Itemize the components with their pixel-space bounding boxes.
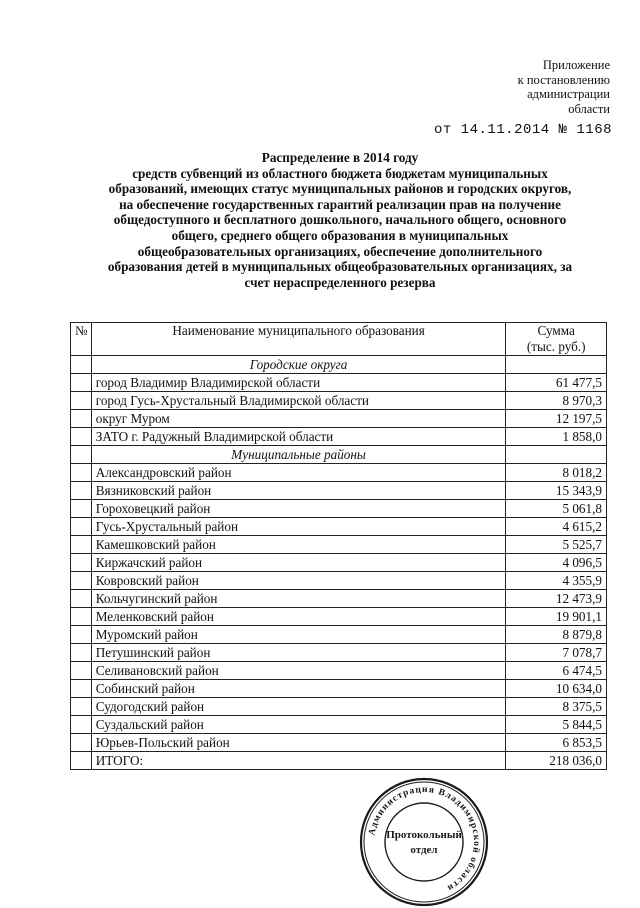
seal-outer-ring [361, 779, 487, 905]
row-sum: 8 970,3 [506, 392, 607, 410]
row-num-cell [71, 644, 92, 662]
row-name: Ковровский район [91, 572, 506, 590]
table-row [71, 500, 607, 518]
row-num-cell [71, 410, 92, 428]
seal-center-line: отдел [410, 844, 438, 856]
row-name: ЗАТО г. Радужный Владимирской области [91, 428, 506, 446]
row-num-cell [71, 392, 92, 410]
total-row [71, 752, 607, 770]
total-label: ИТОГО: [91, 752, 506, 770]
row-name: город Владимир Владимирской области [91, 374, 506, 392]
row-num-cell [71, 518, 92, 536]
appendix-line: к постановлению [517, 72, 610, 87]
row-num-cell [71, 428, 92, 446]
row-name: Меленковский район [91, 608, 506, 626]
section-num-cell [71, 446, 92, 464]
appendix-line: администрации [527, 87, 610, 101]
row-num-cell [71, 734, 92, 752]
row-sum: 4 096,5 [506, 554, 607, 572]
row-sum: 12 197,5 [506, 410, 607, 428]
title-line: общеобразовательных организациях, обеспечение дополнительного [137, 243, 543, 259]
row-name: округ Муром [91, 410, 506, 428]
row-name: Вязниковский район [91, 482, 506, 500]
row-name: Гороховецкий район [91, 500, 506, 518]
header-name: Наименование муниципального образования [91, 323, 506, 356]
table-row [71, 734, 607, 752]
row-sum: 19 901,1 [506, 608, 607, 626]
title-line: образований, имеющих статус муниципальных районов и городских округов, [108, 181, 572, 197]
total-sum: 218 036,0 [506, 752, 607, 770]
distribution-table [70, 322, 607, 770]
table-header-row [71, 323, 607, 356]
section-num-cell [71, 356, 92, 374]
row-num-cell [71, 500, 92, 518]
title-line: счет нераспределенного резерва [244, 274, 436, 290]
table-row [71, 590, 607, 608]
title-line: общего, среднего общего образования в муниципальных [171, 227, 509, 243]
table-row [71, 428, 607, 446]
section-urban-label: Городские округа [91, 356, 506, 374]
header-sum-line: (тыс. руб.) [526, 339, 586, 354]
table-row [71, 410, 607, 428]
seal-center-line: Протокольный [386, 829, 462, 841]
row-num-cell [71, 572, 92, 590]
row-num-cell [71, 482, 92, 500]
table-row [71, 662, 607, 680]
title-line: на обеспечение государственных гарантий реализации прав на получение [119, 196, 561, 212]
row-sum: 8 879,8 [506, 626, 607, 644]
section-sum-cell [506, 356, 607, 374]
row-sum: 8 018,2 [506, 464, 607, 482]
row-sum: 12 473,9 [506, 590, 607, 608]
title-line: Распределение в 2014 году [261, 150, 419, 165]
row-sum: 4 615,2 [506, 518, 607, 536]
row-sum: 8 375,5 [506, 698, 607, 716]
table-row [71, 392, 607, 410]
table-row [71, 572, 607, 590]
row-num-cell [71, 374, 92, 392]
row-num-cell [71, 716, 92, 734]
appendix-block [470, 58, 610, 116]
seal-outer-ring-inner [364, 782, 484, 902]
row-sum: 6 474,5 [506, 662, 607, 680]
row-num-cell [71, 536, 92, 554]
header-sum [506, 323, 607, 356]
row-sum: 4 355,9 [506, 572, 607, 590]
seal-inner-ring [385, 803, 463, 881]
appendix-line: области [568, 101, 610, 116]
row-num-cell [71, 464, 92, 482]
row-name: город Гусь-Хрустальный Владимирской области [91, 392, 506, 410]
row-name: Киржачский район [91, 554, 506, 572]
table-row [71, 554, 607, 572]
row-name: Кольчугинский район [91, 590, 506, 608]
row-sum: 7 078,7 [506, 644, 607, 662]
row-name: Гусь-Хрустальный район [91, 518, 506, 536]
row-sum: 61 477,5 [506, 374, 607, 392]
table-row [71, 374, 607, 392]
row-name: Юрьев-Польский район [91, 734, 506, 752]
table-body [71, 356, 607, 770]
appendix-line: Приложение [542, 58, 610, 72]
seal-stamp [358, 776, 490, 908]
table-row [71, 644, 607, 662]
section-sum-cell [506, 446, 607, 464]
row-num-cell [71, 680, 92, 698]
row-num-cell [71, 662, 92, 680]
table-row [71, 626, 607, 644]
row-sum: 1 858,0 [506, 428, 607, 446]
row-name: Камешковский район [91, 536, 506, 554]
row-num-cell [71, 626, 92, 644]
table-row [71, 680, 607, 698]
row-sum: 6 853,5 [506, 734, 607, 752]
row-num-cell [71, 590, 92, 608]
row-num-cell [71, 554, 92, 572]
section-row [71, 446, 607, 464]
row-name: Муромский район [91, 626, 506, 644]
row-sum: 5 061,8 [506, 500, 607, 518]
header-number: № [71, 323, 92, 356]
header-sum-line: Сумма [537, 323, 575, 338]
title-line: образования детей в муниципальных общеобразовательных организациях, за [107, 259, 573, 275]
table-row [71, 698, 607, 716]
section-row [71, 356, 607, 374]
row-sum: 10 634,0 [506, 680, 607, 698]
row-num-cell [71, 698, 92, 716]
table-row [71, 464, 607, 482]
document-title [60, 150, 620, 290]
row-sum: 15 343,9 [506, 482, 607, 500]
table-row [71, 608, 607, 626]
table-row [71, 518, 607, 536]
table-row [71, 716, 607, 734]
row-name: Александровский район [91, 464, 506, 482]
row-name: Петушинский район [91, 644, 506, 662]
row-num-cell [71, 608, 92, 626]
row-sum: 5 844,5 [506, 716, 607, 734]
row-sum: 5 525,7 [506, 536, 607, 554]
total-num-cell [71, 752, 92, 770]
row-name: Собинский район [91, 680, 506, 698]
row-name: Селивановский район [91, 662, 506, 680]
title-line: средств субвенций из областного бюджета бюджетам муниципальных [132, 165, 548, 181]
table-row [71, 482, 607, 500]
section-districts-label: Муниципальные районы [91, 446, 506, 464]
row-name: Суздальский район [91, 716, 506, 734]
row-name: Судогодский район [91, 698, 506, 716]
seal-ring-textpath: Администрация Владимирской области [367, 784, 482, 894]
title-line: общедоступного и бесплатного дошкольного, начального общего, основного [113, 212, 567, 228]
order-reference: от 14.11.2014 № 1168 [433, 122, 612, 138]
table-row [71, 536, 607, 554]
